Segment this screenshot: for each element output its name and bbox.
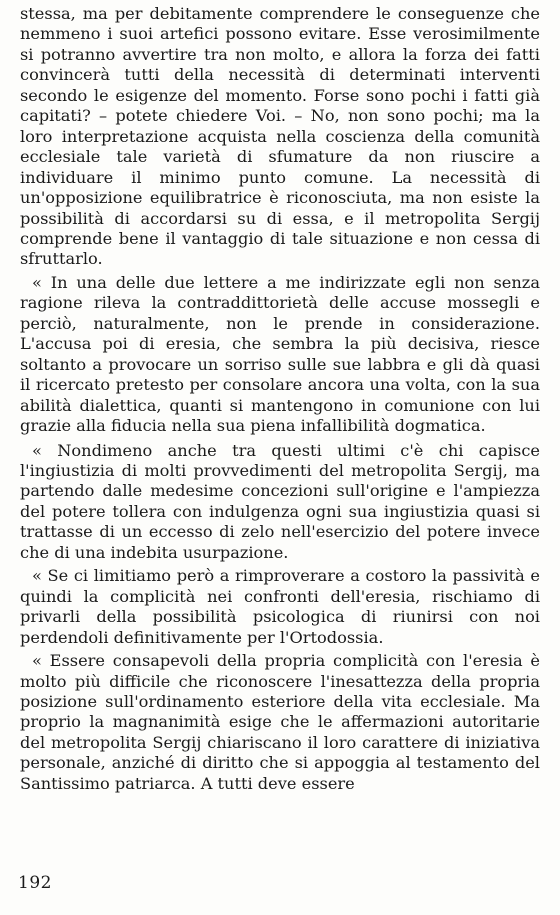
paragraph-5: « Essere consapevoli della propria complicità con l'eresia è molto più difficile che riconoscere l'inesattezza della propria posizione sull'ordinamento esteriore della vita ecclesiale. Ma proprio la magnanimità esige che le affermazioni autoritarie del metropolita Sergij chiariscano il loro carattere di iniziativa personale, anziché di diritto che si appoggia al testamento del Santissimo patriarca. A tutti deve essere — [20, 651, 540, 793]
paragraph-3: « Nondimeno anche tra questi ultimi c'è chi capisce l'ingiustizia di molti provvedimenti del metropolita Sergij, ma partendo dalle medesime concezioni sull'origine e l'ampiezza del potere tollera con indulgenza ogni sua ingiustizia quasi si trattasse di un eccesso di zelo nell'esercizio del potere invece che di una indebita usurpazione. — [20, 440, 540, 562]
paragraph-4: « Se ci limitiamo però a rimproverare a costoro la passività e quindi la complicità nei confronti dell'eresia, rischiamo di privarli della possibilità psicologica di riunirsi con noi perdendoli definitivamente per l'Ortodossia. — [20, 566, 540, 647]
page-number: 192 — [18, 873, 52, 893]
paragraph-2: « In una delle due lettere a me indirizzate egli non senza ragione rileva la contraddittorietà delle accuse mossegli e perciò, naturalmente, non le prende in considerazione. L'accusa poi di eresia, che sembra la più decisiva, riesce soltanto a provocare un sorriso sulle sue labbra e gli dà quasi il ricercato pretesto per consolare ancora una volta, con la sua abilità dialettica, quanti si mantengono in comunione con lui grazie alla fiducia nella sua piena infallibilità dogmatica. — [20, 272, 540, 436]
paragraph-1: stessa, ma per debitamente comprendere le conseguenze che nemmeno i suoi artefici possono evitare. Esse verosimilmente si potranno avvertire tra non molto, e allora la forza dei fatti convincerà tutti della necessità di determinati interventi secondo le esigenze del momento. Forse sono pochi i fatti già capitati? – potete chiedere Voi. – No, non sono pochi; ma la loro interpretazione acquista nella coscienza della comunità ecclesiale tale varietà di sfumature da non riuscire a individuare il minimo punto comune. La necessità di un'opposizione equilibratrice è riconosciuta, ma non esiste la possibilità di accordarsi su di essa, e il metropolita Sergij comprende bene il vantaggio di tale situazione e non cessa di sfruttarlo. — [20, 4, 540, 269]
body-text — [20, 4, 540, 794]
